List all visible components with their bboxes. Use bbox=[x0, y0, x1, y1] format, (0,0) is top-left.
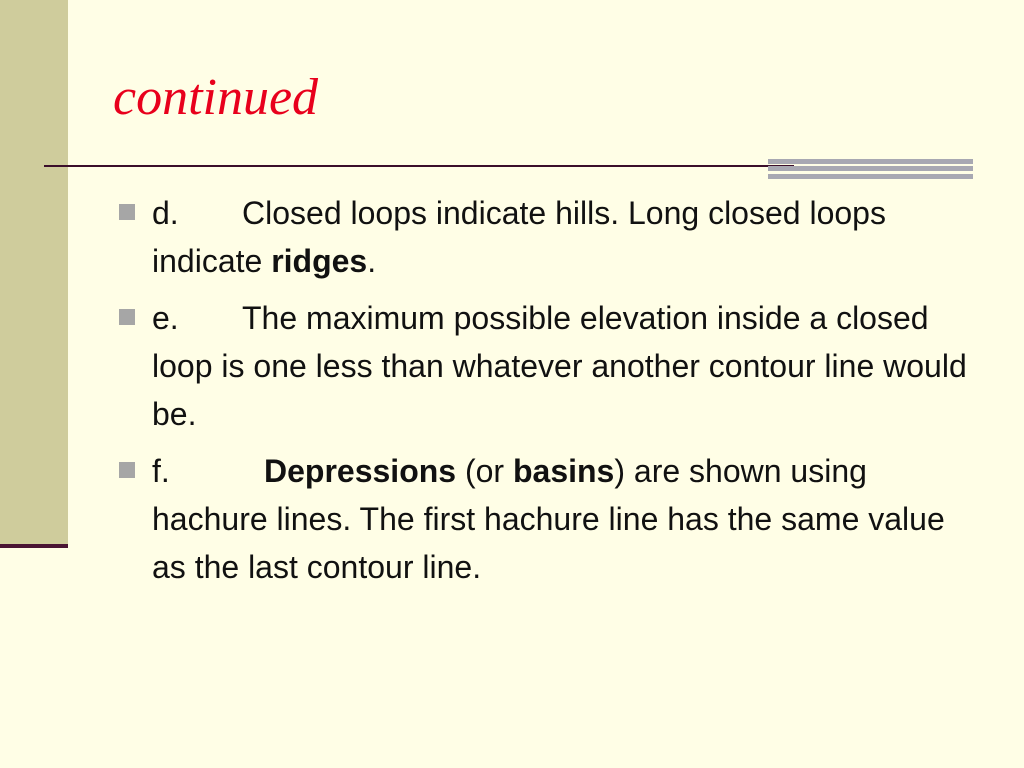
bullet-text bbox=[152, 294, 975, 438]
square-bullet-icon bbox=[119, 204, 135, 220]
bullet-text-part: . bbox=[367, 243, 377, 279]
accent-bar-middle bbox=[768, 166, 973, 171]
bold-term-basins: basins bbox=[512, 453, 615, 489]
accent-bar-top bbox=[768, 159, 973, 164]
left-band-underline bbox=[0, 544, 68, 548]
bullet-text-part: The maximum possible elevation inside a closed loop is one less than whatever another contour line would be. bbox=[152, 300, 967, 432]
title-divider-line bbox=[44, 165, 794, 167]
bullet-letter: e. bbox=[152, 300, 179, 336]
bullet-text bbox=[152, 189, 975, 285]
bold-term-ridges: ridges bbox=[271, 243, 368, 279]
bullet-text-part: Closed loops indicate hills. Long closed loops indicate bbox=[152, 195, 886, 279]
left-decorative-band bbox=[0, 0, 68, 545]
bullet-text bbox=[152, 447, 975, 591]
accent-bar-bottom bbox=[768, 174, 973, 179]
bullet-letter: d. bbox=[152, 195, 179, 231]
square-bullet-icon bbox=[119, 309, 135, 325]
bullet-text-part: ) are shown using hachure lines. The first hachure line has the same value as the last contour line. bbox=[152, 453, 945, 585]
square-bullet-icon bbox=[119, 462, 135, 478]
bullet-item-e bbox=[115, 294, 975, 438]
bullet-list bbox=[115, 189, 975, 600]
bullet-item-d bbox=[115, 189, 975, 285]
bullet-text-part: (or bbox=[456, 453, 513, 489]
bold-term-depressions: Depressions bbox=[264, 453, 457, 489]
bullet-letter: f. bbox=[152, 453, 170, 489]
slide-title: continued bbox=[113, 69, 319, 126]
bullet-item-f bbox=[115, 447, 975, 591]
